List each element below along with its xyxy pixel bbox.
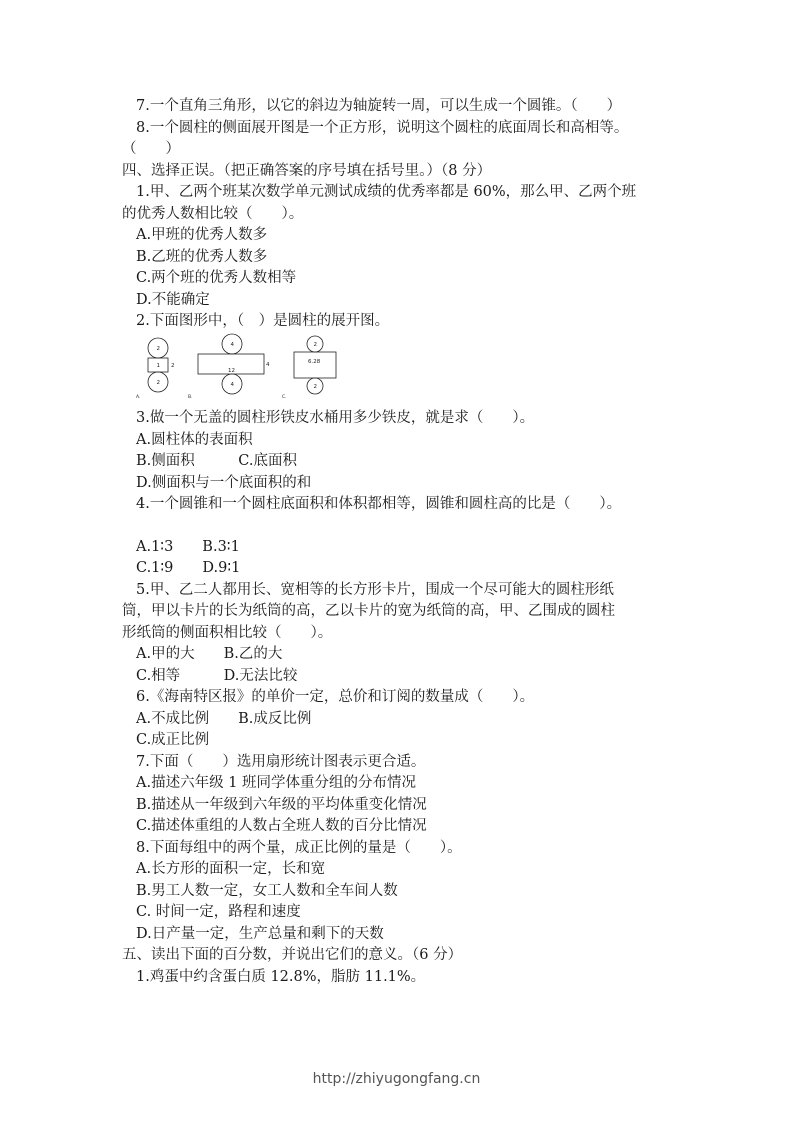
choice-q6-options-ab: A.不成比例 B.成反比例 (136, 711, 312, 727)
choice-q8-option-c: C. 时间一定，路程和速度 (136, 904, 301, 920)
footer-url: http://zhiyugongfang.cn (312, 1071, 481, 1087)
net-a-side-label: 2 (171, 363, 175, 369)
question-7: 7.一个直角三角形，以它的斜边为轴旋转一周，可以生成一个圆锥。（ ） (136, 98, 622, 114)
choice-q5-line3: 形纸筒的侧面积相比较（ ）。 (122, 625, 333, 641)
choice-q1-option-b: B.乙班的优秀人数多 (136, 249, 268, 265)
choice-q8-option-b: B.男工人数一定，女工人数和全车间人数 (136, 883, 398, 899)
section-4-heading: 四、选择正误。（把正确答案的序号填在括号里。）（8 分） (122, 163, 492, 179)
choice-q8-option-a: A.长方形的面积一定，长和宽 (136, 861, 326, 877)
choice-q1-option-d: D.不能确定 (136, 292, 210, 308)
choice-q4-options-cd: C.1∶9 D.9∶1 (136, 560, 241, 576)
choice-q7: 7.下面（ ）选用扇形统计图表示更合适。 (136, 754, 426, 770)
net-b-top-label: 4 (230, 342, 234, 348)
net-c-option-letter: C. (282, 395, 287, 400)
section-5-heading: 五、读出下面的百分数，并说出它们的意义。（6 分） (122, 947, 463, 963)
net-a-rect-label: 1 (156, 363, 160, 369)
choice-q3-option-bc: B.侧面积 C.底面积 (136, 453, 297, 469)
choice-q3-option-a: A.圆柱体的表面积 (136, 432, 253, 448)
net-c-top-label: 2 (313, 342, 317, 348)
net-a-top-label: 2 (156, 346, 160, 352)
net-a-bottom-label: 2 (156, 380, 160, 386)
net-option-c (282, 336, 336, 400)
net-option-a (136, 338, 175, 400)
choice-q1-option-c: C.两个班的优秀人数相等 (136, 270, 297, 286)
choice-q5-line1: 5.甲、乙二人都用长、宽相等的长方形卡片，围成一个尽可能大的圆柱形纸 (136, 582, 614, 598)
net-a-option-letter: A. (136, 395, 141, 400)
choice-q3-option-d: D.侧面积与一个底面积的和 (136, 475, 312, 491)
question-8: 8.一个圆柱的侧面展开图是一个正方形，说明这个圆柱的底面周长和高相等。 (136, 120, 629, 136)
choice-q1-line1: 1.甲、乙两个班某次数学单元测试成绩的优秀率都是 60%，那么甲、乙两个班 (136, 184, 637, 200)
net-c-rect-label: 6.28 (308, 359, 321, 365)
net-option-b (188, 334, 270, 400)
net-b-side-label: 4 (266, 362, 270, 368)
net-b-bottom-label: 4 (230, 382, 234, 388)
choice-q1-line2: 的优秀人数相比较（ ）。 (122, 206, 304, 222)
cylinder-net-diagram (136, 330, 380, 402)
choice-q6-option-c: C.成正比例 (136, 732, 210, 748)
choice-q6: 6.《海南特区报》的单价一定，总价和订阅的数量成（ ）。 (136, 689, 535, 705)
choice-q2: 2.下面图形中，（ ）是圆柱的展开图。 (136, 313, 390, 329)
choice-q4-options-ab: A.1∶3 B.3∶1 (136, 539, 240, 555)
choice-q4: 4.一个圆锥和一个圆柱底面积和体积都相等，圆锥和圆柱高的比是（ ）。 (136, 496, 622, 512)
choice-q5-line2: 筒，甲以卡片的长为纸筒的高，乙以卡片的宽为纸筒的高，甲、乙围成的圆柱 (122, 603, 615, 619)
net-c-rectangle (294, 352, 336, 378)
choice-q8-option-d: D.日产量一定，生产总量和剩下的天数 (136, 926, 384, 942)
choice-q7-option-b: B.描述从一年级到六年级的平均体重变化情况 (136, 797, 427, 813)
choice-q7-option-a: A.描述六年级 1 班同学体重分组的分布情况 (136, 775, 417, 791)
choice-q3: 3.做一个无盖的圆柱形铁皮水桶用多少铁皮，就是求（ ）。 (136, 410, 535, 426)
percent-q1: 1.鸡蛋中约含蛋白质 12.8%，脂肪 11.1%。 (136, 969, 426, 985)
net-b-bottom-length: 12 (228, 368, 235, 374)
question-8-bracket: （ ） (122, 141, 180, 157)
choice-q5-options-ab: A.甲的大 B.乙的大 (136, 646, 283, 662)
choice-q5-options-cd: C.相等 D.无法比较 (136, 668, 298, 684)
choice-q7-option-c: C.描述体重组的人数占全班人数的百分比情况 (136, 818, 427, 834)
choice-q1-option-a: A.甲班的优秀人数多 (136, 227, 268, 243)
net-b-option-letter: B. (188, 395, 193, 400)
net-c-bottom-label: 2 (313, 384, 317, 390)
choice-q8: 8.下面每组中的两个量，成正比例的量是（ ）。 (136, 840, 462, 856)
